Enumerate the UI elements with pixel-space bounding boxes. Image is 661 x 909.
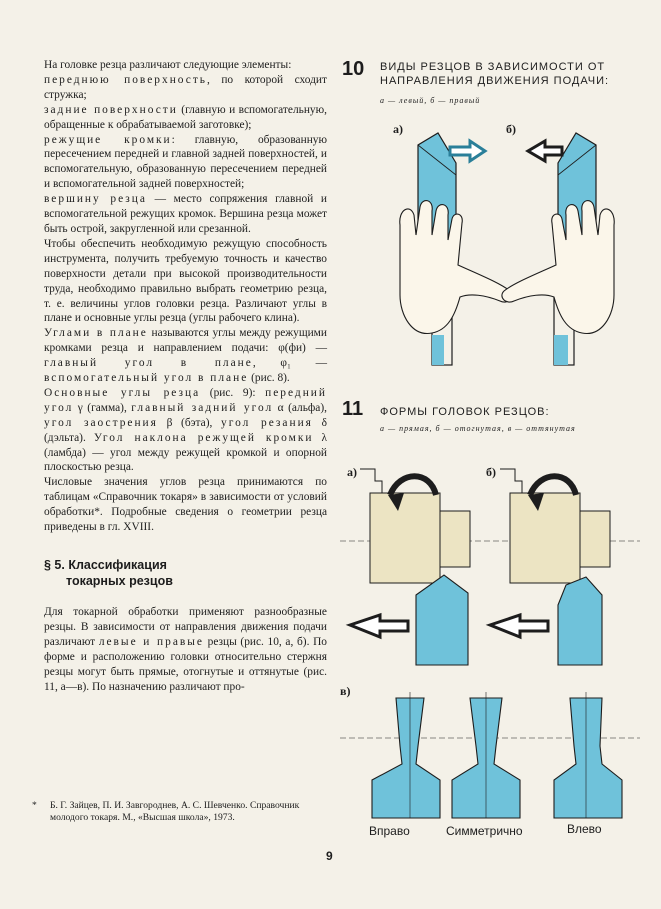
straight-head-tool — [350, 469, 470, 665]
paragraph-main-angles: Основные углы резца (рис. 9): передний угол γ (гамма), главный задний угол α (альфа), угол заострения β (бэта), угол резания δ (дэльта). Угол наклона режущей кромки λ (ламбда) — угол между режущей кромкой и опорной плоскостью резца. — [44, 386, 328, 474]
fig11-title: ФОРМЫ ГОЛОВОК РЕЗЦОВ: — [380, 406, 550, 418]
fig11-label-v: в) — [340, 684, 351, 698]
fig10-caption: а — левый, б — правый — [380, 96, 481, 105]
fig11-caption: а — прямая, б — отогнутая, в — оттянутая — [380, 424, 576, 433]
left-hand — [400, 201, 512, 334]
drawn-tool-left — [554, 692, 622, 818]
footnote: * Б. Г. Зайцев, П. И. Завгороднев, А. С. Шевченко. Справочник молодого токаря. М., «Высшая школа», 1973. — [32, 800, 300, 823]
fig11-label-b: б) — [486, 465, 496, 479]
paragraph-geometry: Чтобы обеспечить необходимую режущую способность инструмента, получить требуемую точность и качество поверхности детали при высокой производительности труда, необходимо правильно выбрать геометрию резца, т. е. величины углов головки резца. Различают углы в плане и основные углы резца (углы рабочего клина). — [44, 237, 327, 325]
section-heading: § 5. Классификация токарных резцов — [44, 558, 173, 588]
fig10-label-b: б) — [506, 122, 516, 136]
left-text-column — [44, 58, 327, 694]
fig11-v-illustration — [340, 690, 640, 820]
fig11-number: 11 — [342, 398, 364, 420]
drawn-tool-right — [372, 692, 440, 818]
page-number: 9 — [326, 849, 333, 863]
fig10-number: 10 — [342, 58, 365, 80]
fig11-label-a: а) — [347, 465, 357, 479]
tool-label-left: Влево — [567, 822, 602, 836]
feed-arrow-right — [450, 141, 485, 161]
paragraph-elements: На головке резца различают следующие элементы: переднюю поверхность, по которой сходит стружка; задние поверхности (главную и вспомогательную, обращенные к обрабатываемой заготовке); режущие кромки: главную, образованную пересечением передней и главной задней поверхностей, и вспомогательную, образованную пересечением передней и вспомогательной задней поверхностей; вершину резца — место сопряжения главной и вспомогательной режущих кромок. Вершина резца может быть острой, закругленной или срезанной. — [44, 59, 328, 235]
fig10-illustration — [340, 115, 640, 375]
paragraph-plan-angles: Углами в плане называются углы между режущими кромками резца и направлением подачи: φ(фи) — главный угол в плане, φ₁ — вспомогательный угол в плане (рис. 8). — [44, 327, 328, 385]
fig10-label-a: а) — [393, 122, 403, 136]
fig11-ab-illustration — [340, 455, 640, 675]
bent-head-tool — [490, 469, 610, 665]
paragraph-tables: Числовые значения углов резца принимаются по таблицам «Справочник токаря» в зависимости от условий обработки*. Подробные сведения о геометрии резца приведены в гл. XVIII. — [44, 476, 327, 534]
tool-label-symmetric: Симметрично — [446, 824, 523, 838]
tool-label-right: Вправо — [369, 824, 410, 838]
drawn-tool-symmetric — [452, 692, 520, 818]
feed-arrow-left — [528, 141, 562, 161]
paragraph-classification: Для токарной обработки применяют разнообразные резцы. В зависимости от направления движения подачи различают левые и правые резцы (рис. 10, а, б). По форме и расположению головки относительно стержня резцы могут быть прямые, отогнутые и оттянутые (рис. 11, а—в). По назначению различают про- — [44, 606, 327, 693]
fig10-title: ВИДЫ РЕЗЦОВ В ЗАВИСИМОСТИ ОТ НАПРАВЛЕНИЯ ДВИЖЕНИЯ ПОДАЧИ: — [380, 61, 610, 87]
